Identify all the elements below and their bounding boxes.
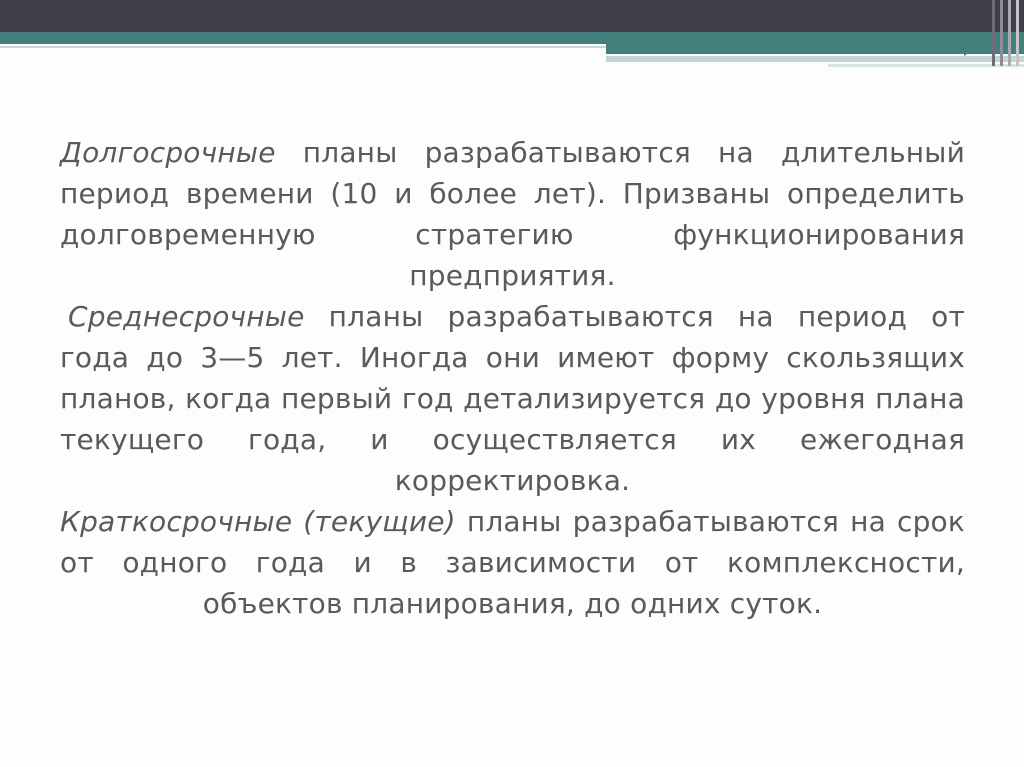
paragraph-text: планы разрабатываются на срок от одного года и в зависимости от комплексности, объектов планирования, до одних суток. (60, 505, 965, 620)
header-dark-band (0, 0, 1024, 32)
play-triangle-icon (964, 44, 973, 56)
paragraph-text: планы разрабатываются на длительный период времени (10 и более лет). Призваны определить долговременную стратегию функционирования предприятия. (60, 136, 965, 292)
paragraph-mid-term (60, 296, 965, 501)
header-stripe (1016, 0, 1019, 66)
paragraph-long-term (60, 132, 965, 296)
paragraph-text: планы разрабатываются на период от года до 3—5 лет. Иногда они имеют форму скользящих планов, когда первый год детализируется до уровня плана текущего года, и осуществляется их ежегодная корректировка. (60, 300, 965, 497)
term-mid-term: Среднесрочные (68, 300, 305, 333)
term-long-term: Долгосрочные (60, 136, 276, 169)
term-short-term: Краткосрочные (текущие) (60, 505, 456, 538)
header-teal-band (0, 32, 1024, 44)
paragraph-short-term (60, 501, 965, 624)
header-right-teal-bar (606, 44, 1024, 54)
header-right-light-bar (606, 56, 1024, 62)
slide-body (60, 132, 965, 624)
header-stripe (992, 0, 995, 66)
header-stripe (1000, 0, 1003, 66)
header-stripe (1008, 0, 1011, 66)
